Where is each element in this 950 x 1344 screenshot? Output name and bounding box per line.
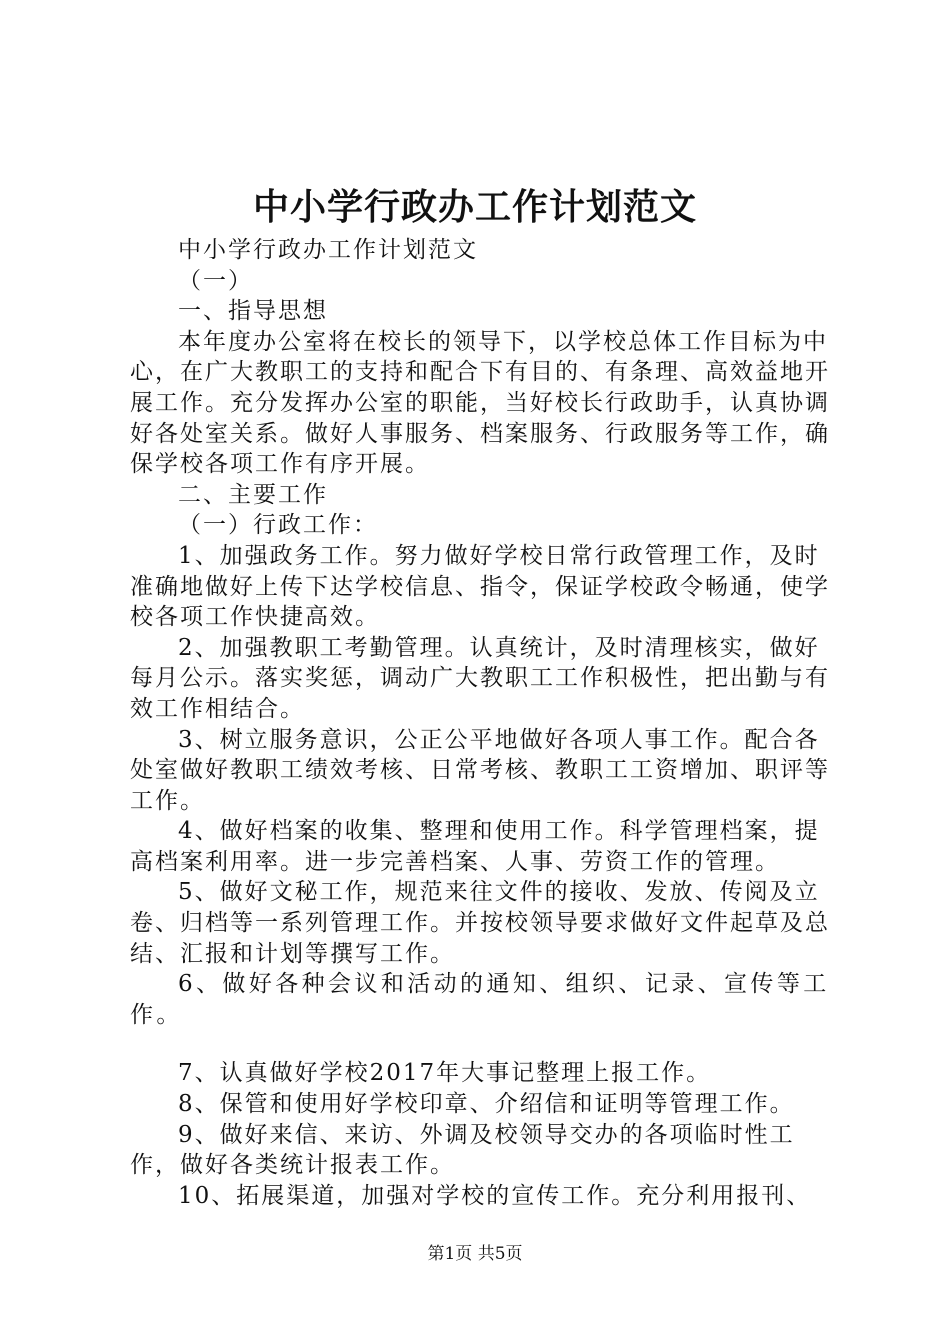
document-title: 中小学行政办工作计划范文 — [252, 186, 697, 228]
paragraph-item-10: 10、拓展渠道，加强对学校的宣传工作。充分利用报刊、 — [178, 1182, 812, 1209]
paragraph-item-5: 5、做好文秘工作，规范来往文件的接收、发放、传阅及立卷、归档等一系列管理工作。并按校领导要求做好文件起草及总结、汇报和计划等撰写工作。 — [130, 879, 830, 967]
paragraph-item-3: 3、树立服务意识，公正公平地做好各项人事工作。配合各处室做好教职工绩效考核、日常考核、教职工工资增加、职评等工作。 — [130, 726, 830, 814]
paragraph-item-6: 6、做好各种会议和活动的通知、组织、记录、宣传等工作。 — [130, 971, 830, 1028]
paragraph-item-2: 2、加强教职工考勤管理。认真统计，及时清理核实，做好每月公示。落实奖惩，调动广大教职工工作积极性，把出勤与有效工作相结合。 — [130, 634, 830, 722]
paragraph-item-9: 9、做好来信、来访、外调及校领导交办的各项临时性工作，做好各类统计报表工作。 — [130, 1121, 795, 1179]
paragraph-item-1: 1、加强政务工作。努力做好学校日常行政管理工作，及时准确地做好上传下达学校信息、指令，保证学校政令畅通，使学校各项工作快捷高效。 — [130, 542, 830, 631]
paragraph-item-4: 4、做好档案的收集、整理和使用工作。科学管理档案，提高档案利用率。进一步完善档案、人事、劳资工作的管理。 — [130, 818, 820, 875]
heading-admin-work: （一）行政工作： — [178, 512, 378, 539]
paragraph-subtitle: 中小学行政办工作计划范文 — [178, 237, 478, 263]
heading-guiding-ideology: 一、指导思想 — [178, 298, 328, 325]
document-body — [130, 235, 840, 1211]
heading-main-work: 二、主要工作 — [178, 481, 328, 508]
page-footer: 第1页 共5页 — [427, 1244, 523, 1264]
paragraph-item-8: 8、保管和使用好学校印章、介绍信和证明等管理工作。 — [178, 1091, 795, 1118]
paragraph-section-marker: （一） — [178, 267, 253, 294]
paragraph-item-7: 7、认真做好学校2017年大事记整理上报工作。 — [178, 1060, 712, 1087]
paragraph-guiding-ideology: 本年度办公室将在校长的领导下，以学校总体工作目标为中心，在广大教职工的支持和配合下有目的、有条理、高效益地开展工作。充分发挥办公室的职能，当好校长行政助手，认真协调好各处室关系。做好人事服务、档案服务、行政服务等工作，确保学校各项工作有序开展。 — [130, 328, 830, 478]
